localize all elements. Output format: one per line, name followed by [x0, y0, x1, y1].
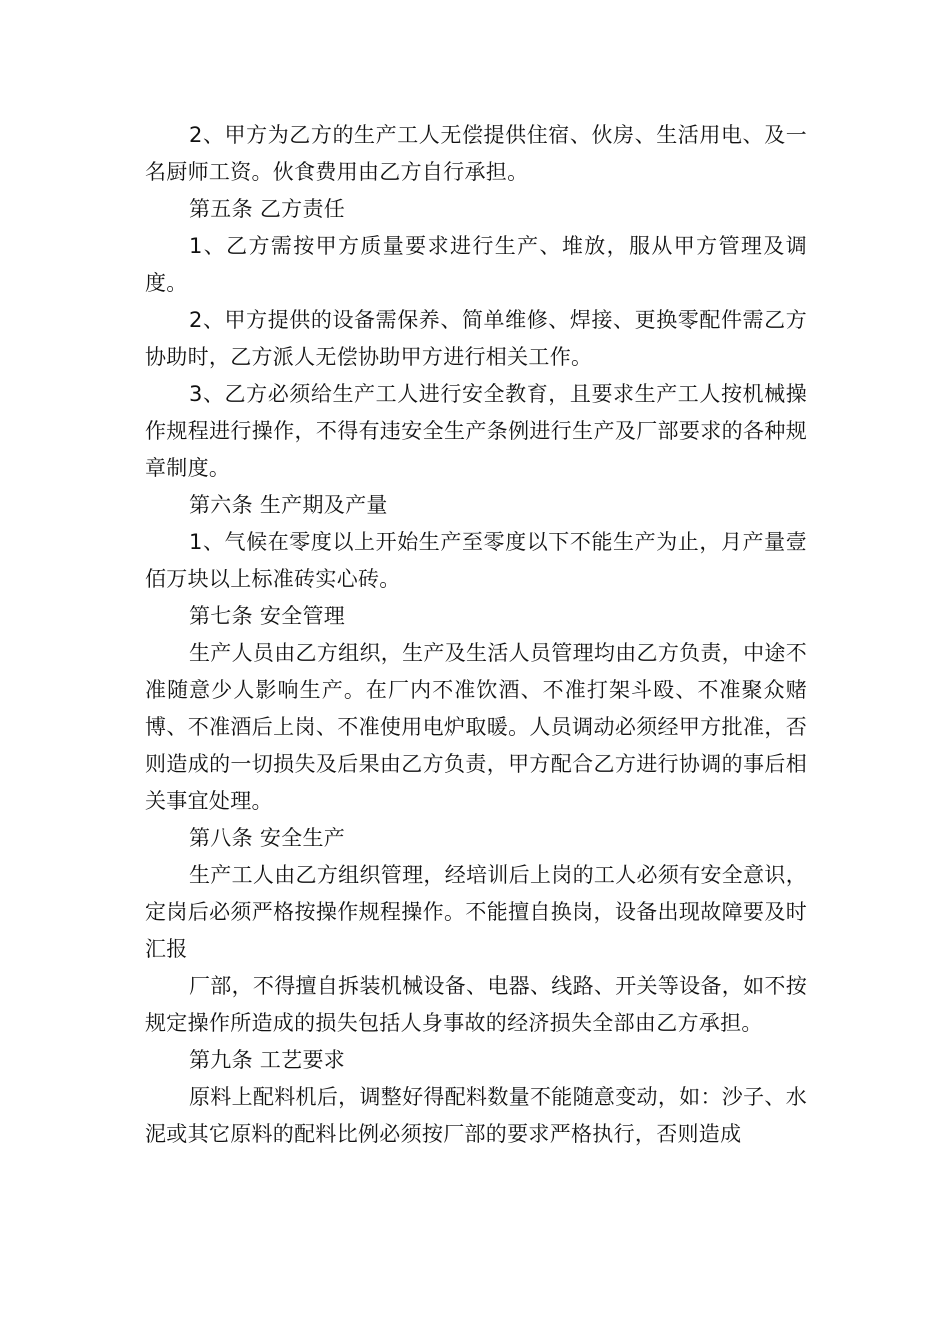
- heading-article-8: 第八条 安全生产: [189, 826, 346, 850]
- heading-article-9: 第九条 工艺要求: [189, 1048, 346, 1072]
- paragraph-article-5-item-2: 2、甲方提供的设备需保养、简单维修、焊接、更换零配件需乙方协助时，乙方派人无偿协助甲方进行相关工作。: [145, 308, 807, 369]
- heading-article-6: 第六条 生产期及产量: [189, 493, 388, 517]
- paragraph-clause-4-item-2: 2、甲方为乙方的生产工人无偿提供住宿、伙房、生活用电、及一名厨师工资。伙食费用由乙方自行承担。: [145, 123, 807, 184]
- paragraph-article-8-part-2: 厂部，不得擅自拆装机械设备、电器、线路、开关等设备，如不按规定操作所造成的损失包括人身事故的经济损失全部由乙方承担。: [145, 974, 807, 1035]
- heading-article-7: 第七条 安全管理: [189, 604, 346, 628]
- paragraph-article-8-part-1: 生产工人由乙方组织管理，经培训后上岗的工人必须有安全意识，定岗后必须严格按操作规程操作。不能擅自换岗，设备出现故障要及时汇报: [145, 863, 807, 961]
- paragraph-article-5-item-1: 1、乙方需按甲方质量要求进行生产、堆放，服从甲方管理及调度。: [145, 234, 807, 295]
- heading-article-5: 第五条 乙方责任: [189, 197, 346, 221]
- paragraph-article-5-item-3: 3、乙方必须给生产工人进行安全教育，且要求生产工人按机械操作规程进行操作，不得有违安全生产条例进行生产及厂部要求的各种规章制度。: [145, 382, 807, 480]
- document-page: [145, 117, 807, 1153]
- paragraph-article-7: 生产人员由乙方组织，生产及生活人员管理均由乙方负责，中途不准随意少人影响生产。在厂内不准饮酒、不准打架斗殴、不准聚众赌博、不准酒后上岗、不准使用电炉取暖。人员调动必须经甲方批准，否则造成的一切损失及后果由乙方负责，甲方配合乙方进行协调的事后相关事宜处理。: [145, 641, 807, 813]
- paragraph-article-6-item-1: 1、气候在零度以上开始生产至零度以下不能生产为止，月产量壹佰万块以上标准砖实心砖。: [145, 530, 807, 591]
- paragraph-article-9: 原料上配料机后，调整好得配料数量不能随意变动，如：沙子、水泥或其它原料的配料比例必须按厂部的要求严格执行，否则造成: [145, 1085, 807, 1146]
